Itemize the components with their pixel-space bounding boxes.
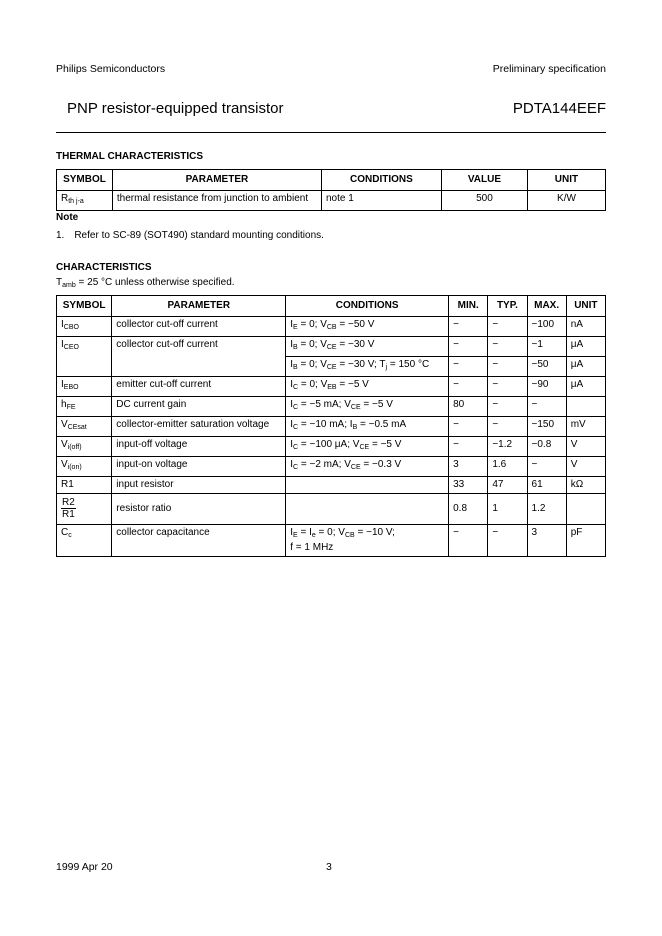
characteristics-table (56, 295, 606, 557)
conditions-cell: $I_C = -5$ mA; $V_{CE} = -5$ V (286, 397, 449, 417)
unit-cell (566, 494, 605, 525)
symbol-cell: $C_c$ (57, 525, 112, 557)
table-row (57, 191, 606, 211)
conditions-cell: $I_C = -100$ μA; $V_{CE} = -5$ V (286, 437, 449, 457)
typ-cell: − (488, 357, 527, 377)
thermal-heading: THERMAL CHARACTERISTICS (56, 151, 204, 162)
unit-cell: μA (566, 337, 605, 357)
characteristics-heading: CHARACTERISTICS (56, 262, 152, 273)
table-header-row (57, 296, 606, 317)
symbol-cell: $h_{FE}$ (57, 397, 112, 417)
unit-cell: μA (566, 357, 605, 377)
min-cell: − (449, 525, 488, 557)
table-row (57, 494, 606, 525)
col-header: MIN. (449, 296, 488, 317)
typ-cell: 1 (488, 494, 527, 525)
value-cell: 500 (441, 191, 527, 211)
thermal-table (56, 169, 606, 211)
unit-cell: nA (566, 317, 605, 337)
table-row (57, 525, 606, 557)
table-header-row (57, 170, 606, 191)
company-name: Philips Semiconductors (56, 63, 166, 75)
conditions-cell (286, 494, 449, 525)
min-cell: − (449, 337, 488, 357)
col-header: UNIT (527, 170, 605, 191)
col-header: SYMBOL (57, 170, 113, 191)
typ-cell: − (488, 417, 527, 437)
col-header: PARAMETER (112, 170, 321, 191)
unit-cell: kΩ (566, 477, 605, 494)
min-cell: − (449, 437, 488, 457)
unit-cell: V (566, 437, 605, 457)
parameter-cell: resistor ratio (112, 494, 286, 525)
max-cell: 3 (527, 525, 566, 557)
table-row (57, 397, 606, 417)
table-row (57, 377, 606, 397)
parameter-cell: input-on voltage (112, 457, 286, 477)
parameter-cell: collector capacitance (112, 525, 286, 557)
max-cell: −1 (527, 337, 566, 357)
symbol-cell: $I_{CEO}$ (57, 337, 112, 377)
part-number: PDTA144EEF (512, 100, 606, 117)
table-row (57, 417, 606, 437)
max-cell: 1.2 (527, 494, 566, 525)
table-row (57, 477, 606, 494)
col-header: TYP. (488, 296, 527, 317)
typ-cell: − (488, 525, 527, 557)
symbol-cell: $V_{i(on)}$ (57, 457, 112, 477)
header-rule (56, 132, 606, 133)
min-cell: − (449, 357, 488, 377)
symbol-cell: R1 (57, 477, 112, 494)
symbol-cell (57, 494, 112, 525)
conditions-cell: $I_B = 0$; $V_{CE} = -30$ V; $T_j = 150$ °C (286, 357, 449, 377)
unit-cell: K/W (527, 191, 605, 211)
typ-cell: 1.6 (488, 457, 527, 477)
parameter-cell: emitter cut-off current (112, 377, 286, 397)
parameter-cell: collector cut-off current (112, 337, 286, 377)
page-number: 3 (326, 861, 332, 873)
note-1: 1. Refer to SC-89 (SOT490) standard mounting conditions. (56, 230, 324, 241)
parameter-cell: collector cut-off current (112, 317, 286, 337)
max-cell: −100 (527, 317, 566, 337)
parameter-cell: input-off voltage (112, 437, 286, 457)
col-header: SYMBOL (57, 296, 112, 317)
min-cell: 3 (449, 457, 488, 477)
max-cell: 61 (527, 477, 566, 494)
max-cell: − (527, 457, 566, 477)
symbol-cell: $I_{CBO}$ (57, 317, 112, 337)
min-cell: − (449, 317, 488, 337)
conditions-cell: $I_C = 0$; $V_{EB} = -5$ V (286, 377, 449, 397)
col-header: PARAMETER (112, 296, 286, 317)
table-row (57, 337, 606, 357)
col-header: CONDITIONS (286, 296, 449, 317)
typ-cell: − (488, 397, 527, 417)
table-row (57, 457, 606, 477)
characteristics-subtitle: $T_{amb} = 25$ °C unless otherwise specified. (56, 277, 235, 289)
unit-cell: μA (566, 377, 605, 397)
min-cell: − (449, 377, 488, 397)
table-row (57, 437, 606, 457)
min-cell: 0.8 (449, 494, 488, 525)
col-header: VALUE (441, 170, 527, 191)
typ-cell: −1.2 (488, 437, 527, 457)
conditions-cell: $I_B = 0$; $V_{CE} = -30$ V (286, 337, 449, 357)
unit-cell (566, 397, 605, 417)
typ-cell: − (488, 377, 527, 397)
conditions-cell: note 1 (321, 191, 441, 211)
col-header: MAX. (527, 296, 566, 317)
parameter-cell: DC current gain (112, 397, 286, 417)
typ-cell: − (488, 337, 527, 357)
conditions-cell: $I_C = -10$ mA; $I_B = -0.5$ mA (286, 417, 449, 437)
parameter-cell: input resistor (112, 477, 286, 494)
unit-cell: pF (566, 525, 605, 557)
max-cell: −90 (527, 377, 566, 397)
resistor-ratio-symbol: $\frac{R2}{R1}$ (62, 497, 75, 520)
parameter-cell: thermal resistance from junction to ambient (112, 191, 321, 211)
min-cell: 80 (449, 397, 488, 417)
symbol-cell: $R_{th j-a}$ (57, 191, 113, 211)
conditions-cell (286, 477, 449, 494)
note-heading: Note (56, 212, 79, 223)
col-header: CONDITIONS (321, 170, 441, 191)
symbol-cell: $I_{EBO}$ (57, 377, 112, 397)
min-cell: 33 (449, 477, 488, 494)
document-title: PNP resistor-equipped transistor (67, 100, 284, 117)
conditions-cell: $I_C = -2$ mA; $V_{CE} = -0.3$ V (286, 457, 449, 477)
typ-cell: 47 (488, 477, 527, 494)
conditions-cell: $I_E = I_e = 0$; $V_{CB} = -10$ V; f = 1 MHz (286, 525, 449, 557)
max-cell: −50 (527, 357, 566, 377)
typ-cell: − (488, 317, 527, 337)
max-cell: −150 (527, 417, 566, 437)
col-header: UNIT (566, 296, 605, 317)
max-cell: − (527, 397, 566, 417)
parameter-cell: collector-emitter saturation voltage (112, 417, 286, 437)
symbol-cell: $V_{i(off)}$ (57, 437, 112, 457)
unit-cell: V (566, 457, 605, 477)
unit-cell: mV (566, 417, 605, 437)
conditions-cell: $I_E = 0$; $V_{CB} = -50$ V (286, 317, 449, 337)
max-cell: −0.8 (527, 437, 566, 457)
table-row (57, 317, 606, 337)
symbol-cell: $V_{CEsat}$ (57, 417, 112, 437)
footer-date: 1999 Apr 20 (56, 861, 113, 873)
min-cell: − (449, 417, 488, 437)
document-type: Preliminary specification (492, 63, 606, 75)
